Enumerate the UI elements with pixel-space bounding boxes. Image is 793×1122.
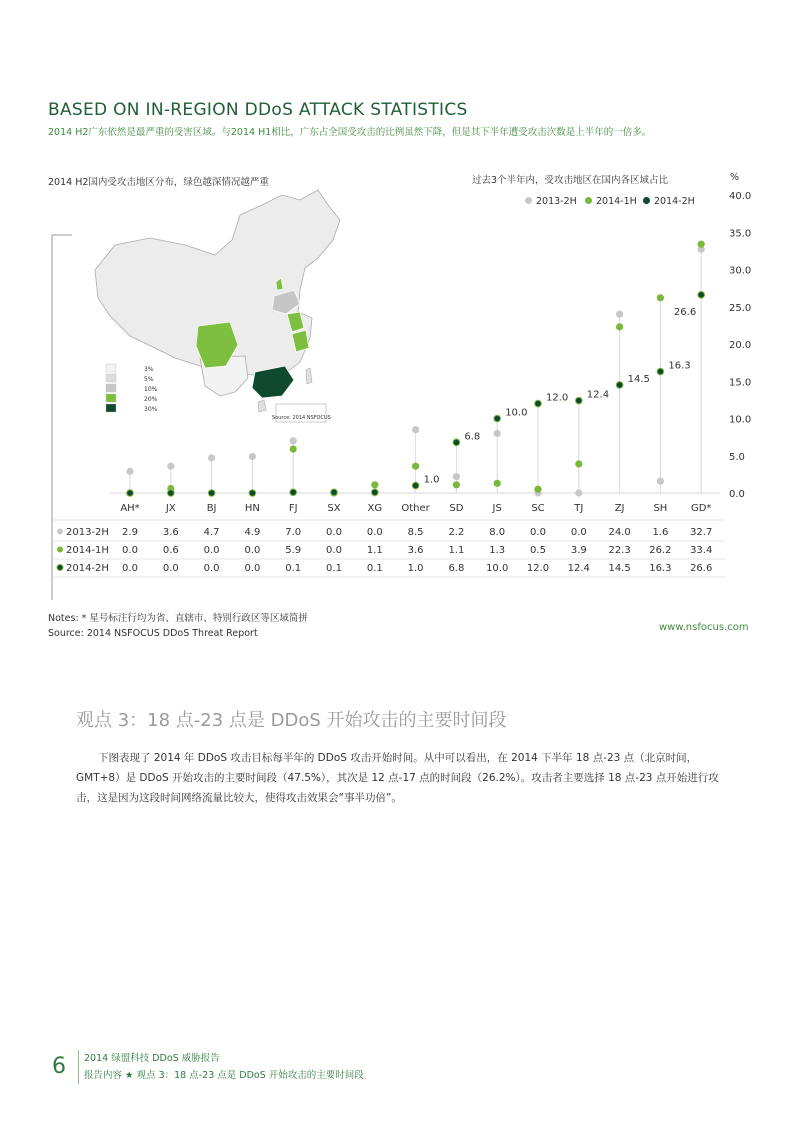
x-tick-label: FJ bbox=[288, 503, 298, 514]
table-cell: 0.0 bbox=[326, 527, 342, 538]
table-cell: 1.0 bbox=[407, 563, 424, 574]
data-point-2013-2h bbox=[412, 426, 419, 433]
table-cell: 0.0 bbox=[570, 527, 587, 538]
x-tick-label: SH bbox=[653, 503, 668, 514]
x-tick-label: HN bbox=[244, 503, 260, 514]
page-subtitle: 2014 H2广东依然是最严重的受害区域。与2014 H1相比，广东占全国受攻击的比例虽然下降，但是其下半年遭受攻击次数是上半年的一倍多。 bbox=[48, 127, 652, 138]
table-cell: 1.3 bbox=[489, 545, 506, 556]
x-tick-label: JS bbox=[492, 503, 502, 514]
table-cell: 0.0 bbox=[203, 545, 220, 556]
page-number: 6 bbox=[52, 1054, 66, 1079]
table-cell: 0.0 bbox=[530, 527, 546, 538]
data-point-2014-2h bbox=[616, 382, 623, 389]
data-point-2014-2h bbox=[372, 489, 379, 496]
footer-divider bbox=[78, 1050, 79, 1084]
data-point-2014-1h bbox=[290, 445, 297, 452]
point-value-label: 10.0 bbox=[505, 407, 528, 419]
table-cell: 0.0 bbox=[244, 545, 261, 556]
source-note: Source: 2014 NSFOCUS DDoS Threat Report bbox=[48, 628, 258, 639]
table-row-label: 2013-2H bbox=[66, 527, 109, 538]
data-point-2014-1h bbox=[412, 463, 419, 470]
data-point-2014-2h bbox=[331, 489, 338, 496]
table-cell: 0.1 bbox=[285, 563, 302, 574]
table-cell: 0.0 bbox=[122, 545, 138, 556]
body-paragraph: 下图表现了 2014 年 DDoS 攻击目标每半年的 DDoS 攻击开始时间。从中可以看出，在 2014 下半年 18 点-23 点（北京时间，GMT+8）是 DDoS 开始攻击的主要时间段（47.5%），其次是 12 点-17 点的时间段（26.2%）。攻击者主要选择 18 点-23 点开始进行攻击，这是因为这段时间网络流量比较大，使得攻击效果会“事半功倍”。 bbox=[76, 752, 719, 804]
x-tick-label: ZJ bbox=[614, 503, 625, 514]
data-point-2014-2h bbox=[412, 482, 419, 489]
data-point-2014-1h bbox=[494, 480, 501, 487]
map-legend-swatch bbox=[106, 374, 116, 382]
table-row-label: 2014-2H bbox=[66, 563, 109, 574]
data-point-2014-1h bbox=[453, 481, 460, 488]
table-cell: 4.9 bbox=[244, 527, 261, 538]
table-cell: 2.9 bbox=[122, 527, 138, 538]
table-cell: 8.5 bbox=[407, 527, 424, 538]
y-tick-label: 15.0 bbox=[729, 377, 752, 389]
table-cell: 0.1 bbox=[326, 563, 342, 574]
data-point-2014-2h bbox=[168, 490, 175, 497]
table-row-dot-icon bbox=[57, 565, 63, 571]
data-point-2014-1h bbox=[657, 294, 664, 301]
table-cell: 0.5 bbox=[530, 545, 546, 556]
data-point-2013-2h bbox=[575, 489, 582, 496]
point-value-label: 16.3 bbox=[668, 360, 691, 372]
point-value-label: 12.0 bbox=[546, 392, 569, 404]
data-point-2014-2h bbox=[657, 368, 664, 375]
point-value-label: 12.4 bbox=[586, 389, 610, 401]
data-point-2014-2h bbox=[127, 490, 134, 497]
data-point-2013-2h bbox=[167, 463, 174, 470]
table-cell: 0.0 bbox=[366, 527, 383, 538]
footnote: Notes: * 星号标注行均为省、直辖市、特别行政区等区域简拼 bbox=[48, 613, 308, 624]
data-point-2014-2h bbox=[576, 397, 583, 404]
x-tick-label: SC bbox=[531, 503, 545, 514]
table-cell: 0.0 bbox=[122, 563, 138, 574]
point-value-label: 26.6 bbox=[673, 306, 697, 318]
data-point-2013-2h bbox=[616, 311, 623, 318]
legend-label: 2013-2H bbox=[536, 196, 577, 207]
map-legend-swatch bbox=[106, 364, 116, 372]
data-point-2014-1h bbox=[371, 481, 378, 488]
footer-breadcrumb: 报告内容 ★ 观点 3：18 点-23 点是 DDoS 开始攻击的主要时间段 bbox=[84, 1070, 364, 1081]
data-point-2013-2h bbox=[249, 453, 256, 460]
point-value-label: 1.0 bbox=[423, 474, 440, 486]
table-cell: 0.0 bbox=[244, 563, 261, 574]
data-point-2014-1h bbox=[698, 241, 705, 248]
x-tick-label: SX bbox=[327, 503, 341, 514]
table-cell: 1.1 bbox=[366, 545, 383, 556]
x-tick-label: BJ bbox=[206, 503, 217, 514]
map-hainan-island bbox=[258, 400, 266, 412]
data-point-2013-2h bbox=[453, 473, 460, 480]
legend-label: 2014-1H bbox=[596, 196, 637, 207]
chart-unit-label: % bbox=[730, 172, 740, 183]
table-cell: 33.4 bbox=[690, 545, 713, 556]
map-legend-swatch bbox=[106, 394, 116, 402]
table-cell: 6.8 bbox=[448, 563, 465, 574]
data-point-2014-2h bbox=[535, 400, 542, 407]
y-tick-label: 20.0 bbox=[729, 340, 752, 351]
x-tick-label: TJ bbox=[574, 503, 584, 514]
data-point-2014-1h bbox=[575, 460, 582, 467]
y-tick-label: 0.0 bbox=[729, 489, 745, 500]
table-cell: 10.0 bbox=[486, 563, 509, 574]
map-legend-label: 20% bbox=[144, 396, 158, 403]
y-tick-label: 30.0 bbox=[729, 265, 752, 277]
map-caption: 2014 H2国内受攻击地区分布，绿色越深情况越严重 bbox=[48, 177, 269, 188]
data-point-2013-2h bbox=[494, 430, 501, 437]
y-tick-label: 35.0 bbox=[729, 228, 752, 240]
table-cell: 26.2 bbox=[649, 545, 672, 556]
legend-label: 2014-2H bbox=[654, 196, 695, 207]
map-legend-label: 5% bbox=[144, 376, 154, 383]
table-row-label: 2014-1H bbox=[66, 545, 109, 556]
table-row-dot-icon bbox=[57, 529, 63, 535]
data-point-2014-2h bbox=[249, 490, 256, 497]
y-tick-label: 10.0 bbox=[729, 414, 752, 426]
map-taiwan-island bbox=[306, 368, 312, 384]
point-value-label: 6.8 bbox=[464, 431, 481, 443]
table-cell: 22.3 bbox=[608, 545, 631, 556]
table-cell: 16.3 bbox=[649, 563, 672, 574]
data-point-2014-2h bbox=[453, 439, 460, 446]
data-point-2014-2h bbox=[290, 489, 297, 496]
y-tick-label: 25.0 bbox=[729, 302, 752, 314]
x-tick-label: Other bbox=[401, 503, 430, 514]
map-legend-label: 30% bbox=[144, 406, 158, 413]
data-point-2014-2h bbox=[698, 292, 705, 299]
table-cell: 3.6 bbox=[407, 545, 424, 556]
map-legend-label: 10% bbox=[144, 386, 158, 393]
china-map bbox=[95, 190, 340, 422]
data-point-2014-2h bbox=[208, 490, 215, 497]
page-title: BASED ON IN-REGION DDoS ATTACK STATISTICS bbox=[48, 100, 468, 120]
y-tick-label: 40.0 bbox=[729, 191, 752, 202]
x-tick-label: GD* bbox=[690, 503, 712, 514]
table-cell: 24.0 bbox=[608, 527, 631, 538]
table-cell: 7.0 bbox=[285, 527, 302, 538]
table-cell: 12.0 bbox=[526, 563, 550, 574]
table-cell: 2.2 bbox=[448, 527, 465, 538]
x-tick-label: JX bbox=[165, 503, 176, 514]
table-cell: 26.6 bbox=[690, 563, 713, 574]
table-cell: 14.5 bbox=[608, 563, 631, 574]
chart-title: 过去3个半年内，受攻击地区在国内各区域占比 bbox=[472, 175, 669, 186]
data-point-2013-2h bbox=[126, 468, 133, 475]
table-cell: 1.1 bbox=[448, 545, 465, 556]
table-row-dot-icon bbox=[57, 547, 63, 553]
data-point-2014-1h bbox=[534, 486, 541, 493]
table-cell: 8.0 bbox=[489, 527, 506, 538]
map-legend-label: 3% bbox=[144, 366, 154, 373]
table-cell: 0.0 bbox=[203, 563, 220, 574]
x-tick-label: SD bbox=[449, 503, 464, 514]
x-tick-label: AH* bbox=[120, 503, 140, 514]
map-legend-swatch bbox=[106, 384, 116, 392]
table-cell: 0.0 bbox=[162, 563, 179, 574]
data-point-2013-2h bbox=[208, 454, 215, 461]
table-cell: 3.9 bbox=[570, 545, 587, 556]
table-cell: 0.6 bbox=[162, 545, 179, 556]
y-tick-label: 5.0 bbox=[729, 451, 745, 463]
point-value-label: 14.5 bbox=[627, 373, 650, 385]
x-tick-label: XG bbox=[367, 503, 383, 514]
section-heading: 观点 3：18 点-23 点是 DDoS 开始攻击的主要时间段 bbox=[76, 710, 507, 731]
data-point-2013-2h bbox=[290, 437, 297, 444]
website-link[interactable]: www.nsfocus.com bbox=[659, 622, 749, 633]
table-cell: 0.1 bbox=[366, 563, 383, 574]
table-cell: 12.4 bbox=[567, 563, 590, 574]
data-point-2013-2h bbox=[657, 477, 664, 484]
table-cell: 1.6 bbox=[652, 527, 669, 538]
table-cell: 32.7 bbox=[690, 527, 713, 538]
map-legend-swatch bbox=[106, 404, 116, 412]
table-cell: 0.0 bbox=[326, 545, 342, 556]
table-cell: 4.7 bbox=[203, 527, 220, 538]
table-cell: 5.9 bbox=[285, 545, 302, 556]
data-point-2014-2h bbox=[494, 415, 501, 422]
data-point-2014-1h bbox=[616, 323, 623, 330]
footer-report-title: 2014 绿盟科技 DDoS 威胁报告 bbox=[84, 1053, 220, 1064]
map-legend bbox=[106, 364, 158, 413]
map-source-label: Source: 2014 NSFOCUS bbox=[272, 415, 331, 421]
table-cell: 3.6 bbox=[162, 527, 179, 538]
